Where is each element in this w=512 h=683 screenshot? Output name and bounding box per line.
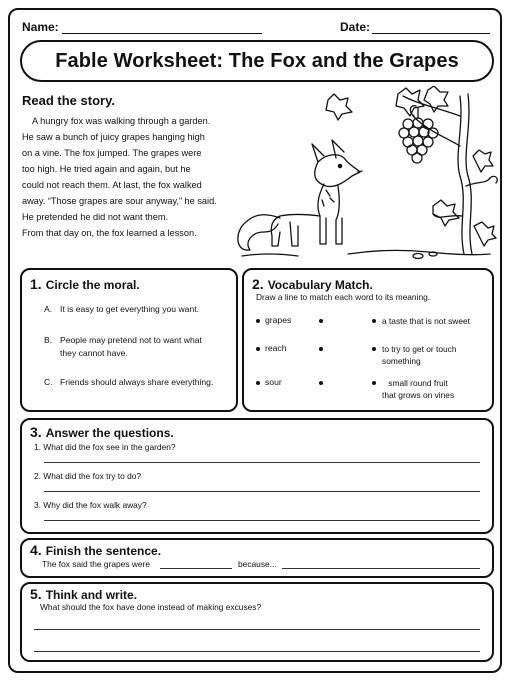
- sentence-part-b: because...: [238, 559, 277, 569]
- moral-option-line: they cannot have.: [60, 348, 128, 358]
- name-label: Name:: [22, 20, 59, 34]
- writing-line-1[interactable]: [34, 629, 480, 630]
- question-3-heading: [30, 424, 174, 440]
- moral-option-text: [60, 303, 199, 316]
- meaning-match-dot[interactable]: [372, 319, 376, 323]
- story-line: From that day on, the fox learned a lesson.: [22, 228, 197, 238]
- answer-line[interactable]: [44, 462, 480, 463]
- moral-option[interactable]: [44, 334, 202, 360]
- answer-line[interactable]: [44, 520, 480, 521]
- page-title: Fable Worksheet: The Fox and the Grapes: [55, 49, 459, 72]
- story-line: He saw a bunch of juicy grapes hanging high: [22, 132, 205, 142]
- question-5-number: 5.: [30, 586, 42, 602]
- story-heading: Read the story.: [22, 93, 115, 108]
- sentence-part-a: The fox said the grapes were: [42, 559, 151, 569]
- vocab-meaning: [382, 377, 454, 401]
- answer-line[interactable]: [44, 491, 480, 492]
- moral-option-line: Friends should always share everything.: [60, 377, 214, 387]
- moral-option-line: It is easy to get everything you want.: [60, 304, 200, 314]
- vocab-meaning-line: small round fruit: [388, 378, 448, 388]
- vocab-word: reach: [265, 343, 287, 353]
- date-label: Date:: [340, 20, 371, 34]
- moral-option-text: [60, 376, 213, 389]
- question-4-heading: [30, 542, 161, 558]
- sentence-blank-1[interactable]: [160, 568, 232, 569]
- meaning-match-dot[interactable]: [372, 347, 376, 351]
- story-line: He pretended he did not want them.: [22, 212, 169, 222]
- question-2-title: Vocabulary Match.: [267, 278, 373, 292]
- story-line: A hungry fox was walking through a garden.: [32, 116, 211, 126]
- story-line: too high. He tried again and again, but he: [22, 164, 191, 174]
- story-line: away. “Those grapes are sour anyway,” he said.: [22, 196, 217, 206]
- sentence-blank-2[interactable]: [282, 568, 480, 569]
- vocab-instruction: Draw a line to match each word to its meaning.: [256, 292, 431, 302]
- name-line[interactable]: [62, 33, 262, 34]
- question-text: 3. Why did the fox walk away?: [34, 500, 147, 510]
- vocab-word: sour: [265, 377, 282, 387]
- question-5-heading: [30, 586, 137, 602]
- moral-option-line: People may pretend not to want what: [60, 335, 202, 345]
- vocab-meaning-line: to try to get or touch: [382, 344, 457, 354]
- vocab-meaning-line: a taste that is not sweet: [382, 316, 470, 326]
- moral-option-text: [60, 334, 202, 360]
- story-line: could not reach them. At last, the fox walked: [22, 180, 202, 190]
- question-1-title: Circle the moral.: [45, 278, 140, 292]
- word-bullet: [256, 347, 260, 351]
- word-bullet: [256, 319, 260, 323]
- title-banner: [20, 40, 494, 82]
- question-5-prompt: What should the fox have done instead of making excuses?: [40, 602, 262, 612]
- writing-line-2[interactable]: [34, 651, 480, 652]
- date-line[interactable]: [372, 33, 490, 34]
- word-match-dot[interactable]: [319, 319, 323, 323]
- vocab-meaning: [382, 315, 470, 327]
- story-line: on a vine. The fox jumped. The grapes were: [22, 148, 202, 158]
- question-1-heading: [30, 276, 140, 292]
- question-4-title: Finish the sentence.: [45, 544, 162, 558]
- word-bullet: [256, 381, 260, 385]
- vocab-meaning: [382, 343, 456, 367]
- question-3-number: 3.: [30, 424, 42, 440]
- question-5-title: Think and write.: [45, 588, 138, 602]
- moral-option[interactable]: [44, 303, 199, 316]
- meaning-match-dot[interactable]: [372, 381, 376, 385]
- question-4-number: 4.: [30, 542, 42, 558]
- fox-and-grapes-illustration: [228, 86, 498, 264]
- vocab-meaning-line: something: [382, 356, 421, 366]
- question-text: 2. What did the fox try to do?: [34, 471, 142, 481]
- vocab-word: grapes: [265, 315, 292, 325]
- word-match-dot[interactable]: [319, 381, 323, 385]
- question-2-heading: [252, 276, 373, 292]
- moral-option-letter: B.: [44, 335, 53, 345]
- moral-option[interactable]: [44, 376, 213, 389]
- moral-option-letter: A.: [44, 304, 53, 314]
- question-3-title: Answer the questions.: [45, 426, 174, 440]
- vocab-meaning-line: that grows on vines: [382, 390, 455, 400]
- question-2-number: 2.: [252, 276, 264, 292]
- word-match-dot[interactable]: [319, 347, 323, 351]
- moral-option-letter: C.: [44, 377, 53, 387]
- question-text: 1. What did the fox see in the garden?: [34, 442, 176, 452]
- question-1-number: 1.: [30, 276, 42, 292]
